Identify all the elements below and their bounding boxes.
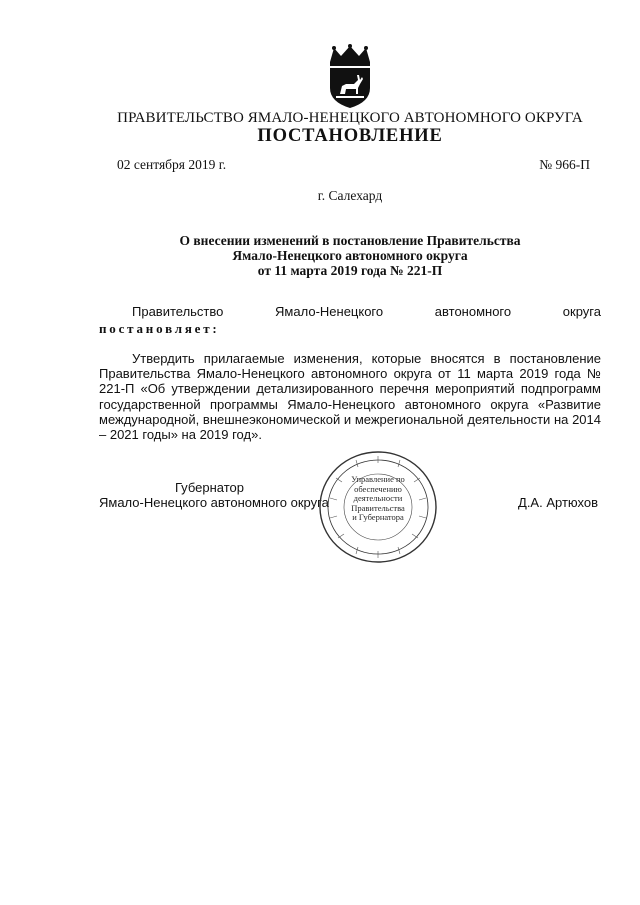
signatory-title: Губернатор	[175, 480, 244, 495]
coat-of-arms-icon	[324, 44, 376, 110]
document-number: № 966-П	[539, 157, 590, 172]
stamp-line: Правительства	[351, 502, 405, 513]
intro-word: округа	[562, 304, 601, 319]
intro-block	[99, 304, 601, 337]
heading-line: О внесении изменений в постановление Правительства	[179, 233, 521, 248]
decree-word: постановляет:	[99, 321, 220, 336]
stamp-text	[338, 475, 418, 523]
stamp-line: Управление по	[351, 474, 405, 484]
heading-line: Ямало-Ненецкого автономного округа	[232, 248, 468, 263]
document-heading	[0, 233, 640, 278]
heading-line: от 11 марта 2019 года № 221-П	[257, 263, 443, 278]
document-date: 02 сентября 2019 г.	[117, 157, 227, 172]
intro-word: Правительство	[132, 304, 224, 319]
government-title: ПРАВИТЕЛЬСТВО ЯМАЛО-НЕНЕЦКОГО АВТОНОМНОГО ОКРУГА	[117, 110, 583, 126]
document-type: ПОСТАНОВЛЕНИЕ	[257, 126, 443, 146]
intro-word: Ямало-Ненецкого	[275, 304, 384, 319]
stamp-line: обеспечению	[354, 483, 402, 494]
stamp-line: деятельности	[353, 493, 403, 503]
stamp-line: и Губернатора	[352, 512, 404, 522]
body-paragraph: Утвердить прилагаемые изменения, которые вносятся в постановление Правительства Ямало-Ненецкого автономного округа от 11 марта 2019 года № 221-П «Об утверждении детализированного перечня мероприятий подпрограмм государственной программы Ямало-Ненецкого автономного округа «Развитие международной, внешнеэкономической и межрегиональной деятельности на 2014 – 2021 годы» на 2019 год».	[99, 351, 601, 443]
intro-word: автономного	[434, 304, 512, 319]
signatory-name: Д.А. Артюхов	[518, 495, 598, 510]
document-city: г. Салехард	[317, 188, 383, 203]
signatory-region: Ямало-Ненецкого автономного округа	[99, 495, 329, 510]
